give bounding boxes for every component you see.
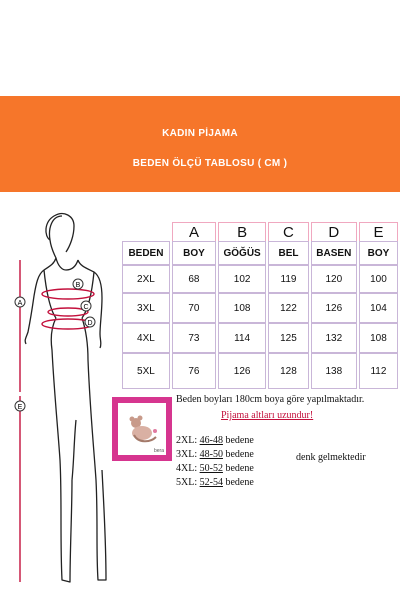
table-row [122, 323, 398, 353]
logo-label: bera [153, 448, 164, 454]
table-cell: 108 [218, 293, 266, 323]
table-cell: 125 [268, 323, 308, 353]
range-value: 52-54 [199, 477, 223, 488]
size-table [120, 222, 400, 389]
marker-b [73, 279, 83, 289]
table-cell: 76 [172, 353, 216, 389]
table-cell: 70 [172, 293, 216, 323]
table-letter: A [172, 222, 216, 241]
table-cell: 68 [172, 265, 216, 293]
table-cell: 102 [218, 265, 266, 293]
list-item [176, 448, 254, 462]
body-outline [25, 216, 106, 582]
marker-c [81, 301, 91, 311]
column-header: BOY [172, 241, 216, 265]
range-suffix: bedene [225, 477, 254, 488]
size-range-list [176, 434, 254, 490]
table-cell: 112 [359, 353, 398, 389]
table-cell: 119 [268, 265, 308, 293]
table-letter: E [359, 222, 398, 241]
table-cell: 5XL [122, 353, 170, 389]
table-cell: 126 [311, 293, 357, 323]
table-letter: C [268, 222, 308, 241]
table-cell: 120 [311, 265, 357, 293]
body-measurement-figure [10, 210, 118, 600]
teddy-bear-icon [120, 409, 164, 449]
table-cell: 122 [268, 293, 308, 323]
list-item [176, 476, 254, 490]
range-size: 3XL: [176, 449, 198, 460]
page-subtitle: BEDEN ÖLÇÜ TABLOSU ( CM ) [132, 158, 288, 169]
table-cell: 100 [359, 265, 398, 293]
column-header: GÖĞÜS [218, 241, 266, 265]
table-cell: 138 [311, 353, 357, 389]
table-header-row [122, 241, 398, 265]
table-letter: D [311, 222, 357, 241]
table-letter-row [122, 222, 398, 241]
table-cell: 104 [359, 293, 398, 323]
page-title: KADIN PİJAMA [162, 128, 238, 139]
list-item [176, 434, 254, 448]
column-header: BASEN [311, 241, 357, 265]
marker-d [85, 317, 95, 327]
table-cell: 114 [218, 323, 266, 353]
range-suffix: bedene [225, 449, 254, 460]
table-cell [122, 222, 170, 241]
column-header: BEL [268, 241, 308, 265]
table-cell: 108 [359, 323, 398, 353]
table-letter: B [218, 222, 266, 241]
list-item [176, 462, 254, 476]
table-row [122, 265, 398, 293]
svg-text:D: D [87, 320, 93, 327]
table-cell: 4XL [122, 323, 170, 353]
table-row [122, 293, 398, 323]
table-cell: 126 [218, 353, 266, 389]
body-silhouette [25, 214, 106, 582]
range-value: 50-52 [199, 463, 223, 474]
table-cell: 128 [268, 353, 308, 389]
range-size: 5XL: [176, 477, 198, 488]
pants-note: Pijama altları uzundur! [221, 410, 314, 421]
range-value: 46-48 [199, 435, 223, 446]
svg-text:E: E [17, 404, 23, 411]
height-note: Beden boyları 180cm boya göre yapılmaktadır. [176, 394, 365, 405]
table-cell: 73 [172, 323, 216, 353]
range-value: 48-50 [199, 449, 223, 460]
header-banner [0, 96, 400, 192]
range-suffix: bedene [225, 435, 254, 446]
table-cell: 2XL [122, 265, 170, 293]
range-suffix: bedene [225, 463, 254, 474]
range-size: 4XL: [176, 463, 198, 474]
match-note: denk gelmektedir [296, 452, 366, 463]
table-cell: 3XL [122, 293, 170, 323]
column-header: BOY [359, 241, 398, 265]
column-header: BEDEN [122, 241, 170, 265]
table-row [122, 353, 398, 389]
marker-a [15, 297, 25, 307]
svg-text:C: C [83, 304, 89, 311]
range-size: 2XL: [176, 435, 198, 446]
chest-line [42, 289, 94, 299]
table-cell: 132 [311, 323, 357, 353]
brand-logo [112, 397, 172, 461]
svg-text:A: A [17, 300, 23, 307]
marker-e [15, 401, 25, 411]
svg-text:B: B [75, 282, 81, 289]
